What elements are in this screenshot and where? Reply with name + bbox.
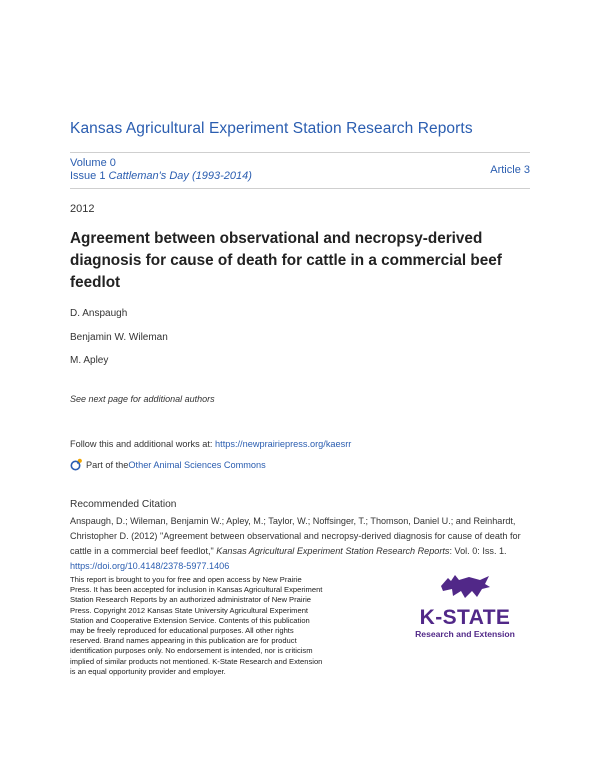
open-access-notice: This report is brought to you for free and open access by New Prairie Press. It has been accepted for inclusion in Kansas Agricultural Experiment Station Research Reports by an authorized administrator of New Prairie Press. Copyright 2012 Kansas State University Agricultural Experiment Station and Cooperative Extension Service. Contents of this publication may be freely reproduced for educational purposes. All other rights reserved. Brand names appearing in this publication are for product identification purposes only. No endorsement is intended, nor is criticism implied of similar products not mentioned. K-State Research and Extension is an equal opportunity provider and employer.: [70, 575, 323, 676]
wildcat-icon: [439, 572, 491, 602]
follow-line: [70, 439, 351, 449]
citation-journal: Kansas Agricultural Experiment Station Research Reports: [216, 546, 450, 556]
logo-wordmark: K-STATE: [419, 606, 511, 629]
see-next-page-note: See next page for additional authors: [70, 394, 215, 404]
issue-name-link[interactable]: Cattleman's Day (1993-2014): [108, 170, 252, 182]
issue-link[interactable]: Issue 1: [70, 170, 106, 182]
series-title-link[interactable]: Kansas Agricultural Experiment Station Research Reports: [70, 120, 473, 137]
article-number-link[interactable]: Article 3: [490, 164, 530, 176]
citation-doi-link[interactable]: https://doi.org/10.4148/2378-5977.1406: [70, 561, 230, 571]
volume-link[interactable]: Volume 0: [70, 157, 116, 169]
recommended-citation-heading: Recommended Citation: [70, 499, 177, 510]
author-2: Benjamin W. Wileman: [70, 332, 168, 343]
commons-network-icon: [70, 458, 83, 471]
kstate-logo: [400, 572, 530, 640]
issue-line: [70, 170, 252, 183]
other-animal-sciences-commons-link[interactable]: Other Animal Sciences Commons: [128, 459, 266, 470]
author-1: D. Anspaugh: [70, 308, 128, 319]
citation-authors-title: Anspaugh, D.; Wileman, Benjamin W.; Apley, M.; Taylor, W.; Noffsinger, T.; Thomson, Daniel U.; and Reinhardt, Christopher D. (2012) "Agreement between observational and necropsy-derived diagnosis for cause of death for cattle in a commercial beef feedlot,": [70, 516, 521, 556]
volume-info: [70, 157, 252, 183]
divider-bottom: [70, 188, 530, 189]
recommended-citation: [70, 514, 532, 574]
logo-tagline: Research and Extension: [415, 629, 515, 639]
author-3: M. Apley: [70, 355, 109, 366]
part-of-line: [70, 458, 266, 471]
follow-prefix: Follow this and additional works at:: [70, 439, 216, 449]
citation-volume: : Vol. 0: Iss. 1.: [449, 546, 507, 556]
part-of-prefix: Part of the: [86, 459, 129, 470]
divider-top: [70, 152, 530, 153]
follow-url-link[interactable]: https://newprairiepress.org/kaesrr: [215, 439, 352, 449]
article-title: Agreement between observational and necropsy-derived diagnosis for cause of death for cattle in a commercial beef feedlot: [70, 230, 502, 291]
publication-year: 2012: [70, 203, 95, 215]
